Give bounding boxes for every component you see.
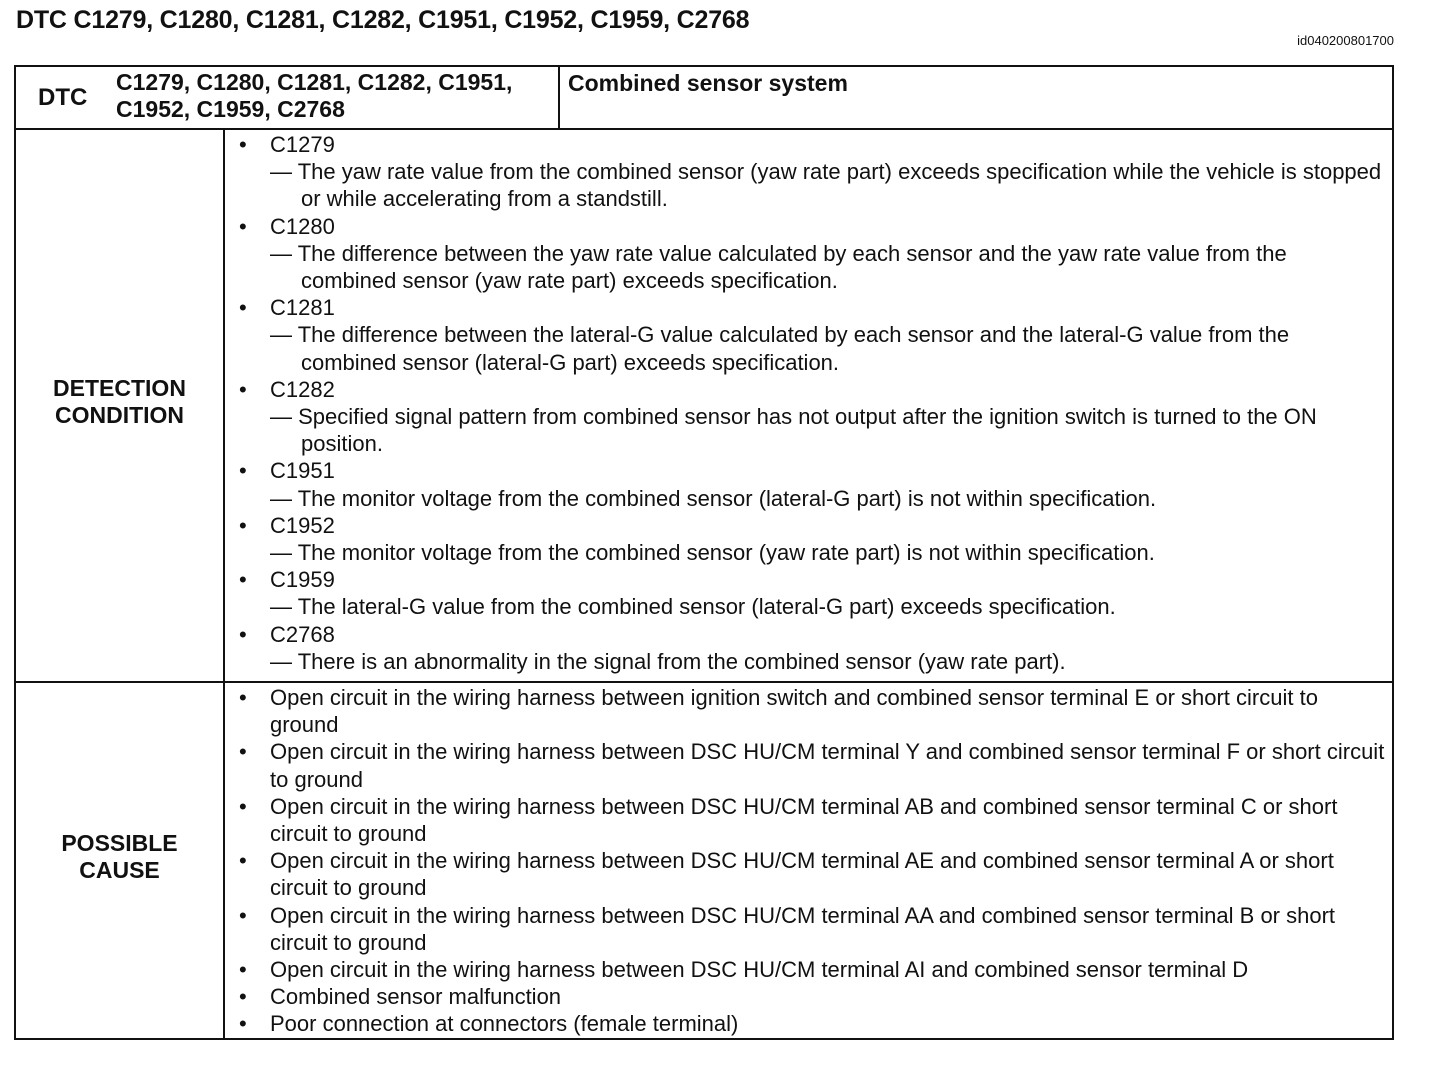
detection-description: — The monitor voltage from the combined sensor (lateral-G part) is not within specification. — [270, 485, 1157, 511]
bullet-icon: • — [239, 957, 247, 983]
page-title: DTC C1279, C1280, C1281, C1282, C1951, C1952, C1959, C2768 — [16, 6, 750, 34]
bullet-icon: • — [239, 685, 247, 710]
detection-item — [239, 213, 1388, 295]
cause-item — [239, 847, 1388, 901]
bullet-icon: • — [239, 213, 247, 239]
bullet-icon: • — [239, 793, 247, 819]
detection-description: — The monitor voltage from the combined sensor (yaw rate part) is not within specification. — [270, 540, 1155, 566]
bullet-icon: • — [239, 902, 247, 928]
bullet-icon: • — [239, 621, 247, 647]
dtc-code: C1281 — [270, 295, 335, 321]
cause-text: Combined sensor malfunction — [270, 984, 562, 1010]
dtc-code: C1279 — [270, 132, 335, 157]
bullet-icon: • — [239, 458, 247, 484]
detection-condition-label — [16, 375, 223, 429]
table-header-row — [16, 67, 1392, 130]
bullet-icon: • — [239, 295, 247, 321]
bullet-icon: • — [239, 567, 247, 593]
cause-item — [239, 902, 1388, 956]
detection-description: — Specified signal pattern from combined sensor has not output after the ignition switch is turned to the ON position. — [270, 404, 1317, 457]
detection-item — [239, 131, 1388, 213]
detection-description: — The difference between the lateral-G value calculated by each sensor and the lateral-G value from the combined sensor (lateral-G part) exceeds specification. — [270, 322, 1290, 375]
detection-description: — The difference between the yaw rate value calculated by each sensor and the yaw rate value from the combined sensor (yaw rate part) exceeds specification. — [270, 240, 1287, 294]
cause-text: Open circuit in the wiring harness between DSC HU/CM terminal AB and combined sensor terminal C or short circuit to ground — [270, 793, 1338, 847]
detection-item — [239, 566, 1388, 620]
bullet-icon: • — [239, 376, 247, 402]
possible-cause-row — [16, 683, 1392, 1038]
cause-item — [239, 684, 1388, 738]
dtc-code: C1282 — [270, 376, 335, 402]
system-name: Combined sensor system — [568, 70, 848, 96]
cause-item — [239, 956, 1388, 983]
document-id: id040200801700 — [1297, 33, 1394, 48]
possible-cause-label — [16, 830, 223, 884]
dtc-codes-line: C1279, C1280, C1281, C1282, C1951, — [116, 69, 513, 95]
cause-item — [239, 738, 1388, 792]
cause-text: Open circuit in the wiring harness between ignition switch and combined sensor terminal E or short circuit to ground — [270, 685, 1318, 738]
cause-text: Open circuit in the wiring harness between DSC HU/CM terminal Y and combined sensor terminal F or short circuit to ground — [270, 739, 1385, 792]
cause-text: Open circuit in the wiring harness between DSC HU/CM terminal AI and combined sensor terminal D — [270, 957, 1249, 983]
dtc-codes-line: C1952, C1959, C2768 — [116, 96, 345, 122]
cause-item — [239, 1010, 1388, 1037]
detection-item — [239, 376, 1388, 458]
cause-text: Poor connection at connectors (female terminal) — [270, 1011, 739, 1037]
column-divider — [223, 683, 225, 1038]
detection-condition-row — [16, 130, 1392, 683]
detection-item — [239, 512, 1388, 566]
detection-condition-list — [239, 131, 1388, 675]
dtc-code: C1959 — [270, 567, 335, 593]
detection-item — [239, 457, 1388, 511]
dtc-header-label: DTC — [38, 84, 88, 111]
label-line: CAUSE — [79, 857, 160, 883]
column-divider — [223, 130, 225, 681]
bullet-icon: • — [239, 512, 247, 538]
detection-item — [239, 294, 1388, 376]
detection-item — [239, 621, 1388, 675]
possible-cause-list — [239, 684, 1388, 1038]
bullet-icon: • — [239, 848, 247, 874]
detection-description: — The lateral-G value from the combined sensor (lateral-G part) exceeds specification. — [270, 594, 1116, 620]
bullet-icon: • — [239, 739, 247, 765]
cause-item — [239, 983, 1388, 1010]
cause-text: Open circuit in the wiring harness between DSC HU/CM terminal AE and combined sensor terminal A or short circuit to ground — [270, 848, 1334, 901]
dtc-code: C1952 — [270, 512, 335, 538]
label-line: POSSIBLE — [61, 830, 178, 856]
dtc-code: C1280 — [270, 213, 335, 239]
detection-description: — The yaw rate value from the combined sensor (yaw rate part) exceeds specification while the vehicle is stopped or while accelerating from a standstill. — [270, 159, 1382, 212]
cause-item — [239, 793, 1388, 847]
bullet-icon: • — [239, 132, 247, 157]
dtc-table — [14, 65, 1394, 1040]
dtc-codes — [116, 69, 556, 123]
column-divider — [558, 67, 560, 128]
dtc-code: C2768 — [270, 621, 335, 647]
detection-description: — There is an abnormality in the signal from the combined sensor (yaw rate part). — [270, 648, 1066, 674]
label-line: DETECTION — [53, 375, 186, 401]
bullet-icon: • — [239, 1011, 247, 1037]
bullet-icon: • — [239, 984, 247, 1010]
cause-text: Open circuit in the wiring harness between DSC HU/CM terminal AA and combined sensor terminal B or short circuit to ground — [270, 902, 1336, 955]
label-line: CONDITION — [54, 402, 185, 428]
dtc-code: C1951 — [270, 458, 335, 484]
